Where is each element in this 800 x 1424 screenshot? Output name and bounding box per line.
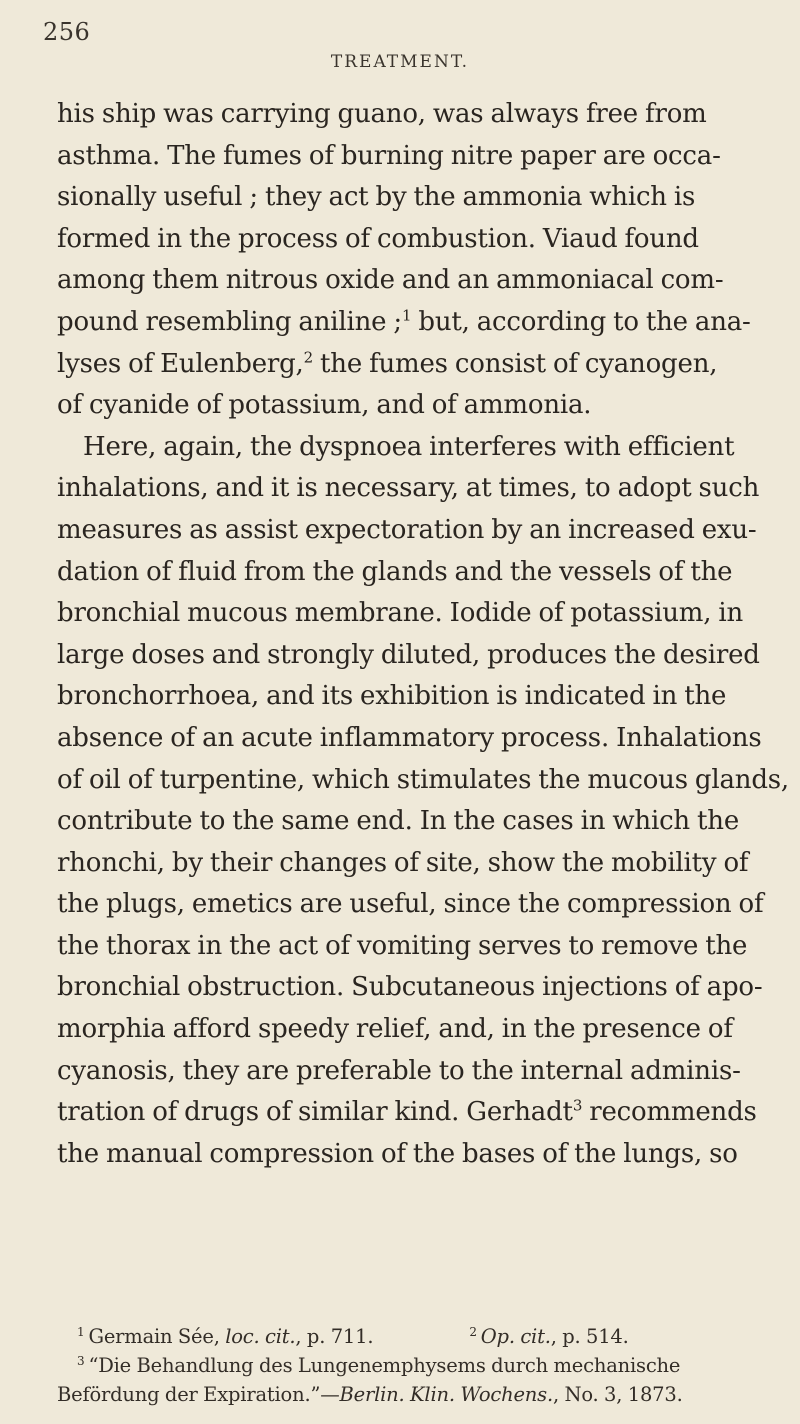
- text-segment: recommends: [582, 1097, 757, 1128]
- text-line: contribute to the same end. In the cases in which the: [57, 806, 740, 837]
- running-title: TREATMENT.: [330, 52, 470, 72]
- text-line: large doses and strongly diluted, produces the desired: [57, 639, 760, 670]
- text-line: [57, 344, 797, 386]
- footnote-text: Germain Sée,: [88, 1325, 226, 1348]
- footnote-ref: 2: [303, 347, 313, 366]
- footnote-text: , p. 711.: [295, 1325, 374, 1348]
- text-line: among them nitrous oxide and an ammoniacal com-: [57, 265, 724, 296]
- text-line: inhalations, and it is necessary, at times, to adopt such: [57, 473, 760, 504]
- text-line: the thorax in the act of vomiting serves to remove the: [57, 930, 748, 961]
- footnote-text: Befördung der Expiration.”—: [57, 1383, 340, 1406]
- text-line: absence of an acute inflammatory process. Inhalations: [57, 722, 762, 753]
- footnote-number: 2: [469, 1324, 477, 1339]
- footnote-number: 3: [77, 1353, 85, 1368]
- text-line: the plugs, emetics are useful, since the compression of: [57, 889, 764, 920]
- text-line: [57, 1092, 797, 1134]
- text-line: his ship was carrying guano, was always free from: [57, 99, 707, 129]
- footnote-text: “Die Behandlung des Lungenemphysems durch mechanische: [88, 1354, 681, 1377]
- text-line: bronchorrhoea, and its exhibition is indicated in the: [57, 681, 727, 712]
- footnote-text: , p. 514.: [550, 1325, 629, 1348]
- text-line: the manual compression of the bases of the lungs, so: [57, 1138, 738, 1169]
- text-segment: tration of drugs of similar kind. Gerhadt: [57, 1097, 573, 1128]
- body-text: [57, 94, 797, 1175]
- footnote-line: [57, 1351, 797, 1380]
- footnote-ref: 1: [401, 306, 412, 325]
- footnote-citation: Op. cit.: [480, 1325, 551, 1348]
- text-line: rhonchi, by their changes of site, show the mobility of: [57, 847, 749, 878]
- text-line: bronchial mucous membrane. Iodide of potassium, in: [57, 598, 744, 629]
- text-line: cyanosis, they are preferable to the internal adminis-: [57, 1055, 741, 1086]
- text-line: dation of fluid from the glands and the vessels of the: [57, 556, 733, 587]
- footnotes: [57, 1322, 797, 1409]
- text-line: sionally useful ; they act by the ammonia which is: [57, 182, 696, 213]
- text-segment: lyses of Eulenberg,: [57, 348, 304, 379]
- text-line: measures as assist expectoration by an increased exu-: [57, 514, 757, 545]
- footnote-citation: Berlin. Klin. Wochens.: [339, 1383, 553, 1406]
- text-segment: but, according to the ana-: [411, 306, 751, 337]
- text-line: of oil of turpentine, which stimulates the mucous glands,: [57, 764, 789, 795]
- text-line: of cyanide of potassium, and of ammonia.: [57, 390, 592, 421]
- text-line: formed in the process of combustion. Viaud found: [57, 223, 699, 254]
- footnote-line: [57, 1322, 797, 1351]
- text-segment: the fumes consist of cyanogen,: [312, 348, 718, 379]
- page-number: 256: [43, 18, 91, 46]
- text-segment: pound resembling aniline ;: [57, 306, 402, 337]
- footnote-line: [57, 1380, 797, 1409]
- text-line: morphia afford speedy relief, and, in the presence of: [57, 1014, 733, 1045]
- footnote-text: , No. 3, 1873.: [552, 1383, 683, 1406]
- text-line: [57, 302, 797, 344]
- footnote-citation: loc. cit.: [225, 1325, 296, 1348]
- text-line: bronchial obstruction. Subcutaneous injections of apo-: [57, 972, 763, 1003]
- footnote-number: 1: [77, 1324, 85, 1339]
- text-line: asthma. The fumes of burning nitre paper are occa-: [57, 140, 721, 171]
- footnote-ref: 3: [572, 1096, 583, 1115]
- paragraph-start-line: Here, again, the dyspnoea interferes with efficient: [83, 431, 735, 462]
